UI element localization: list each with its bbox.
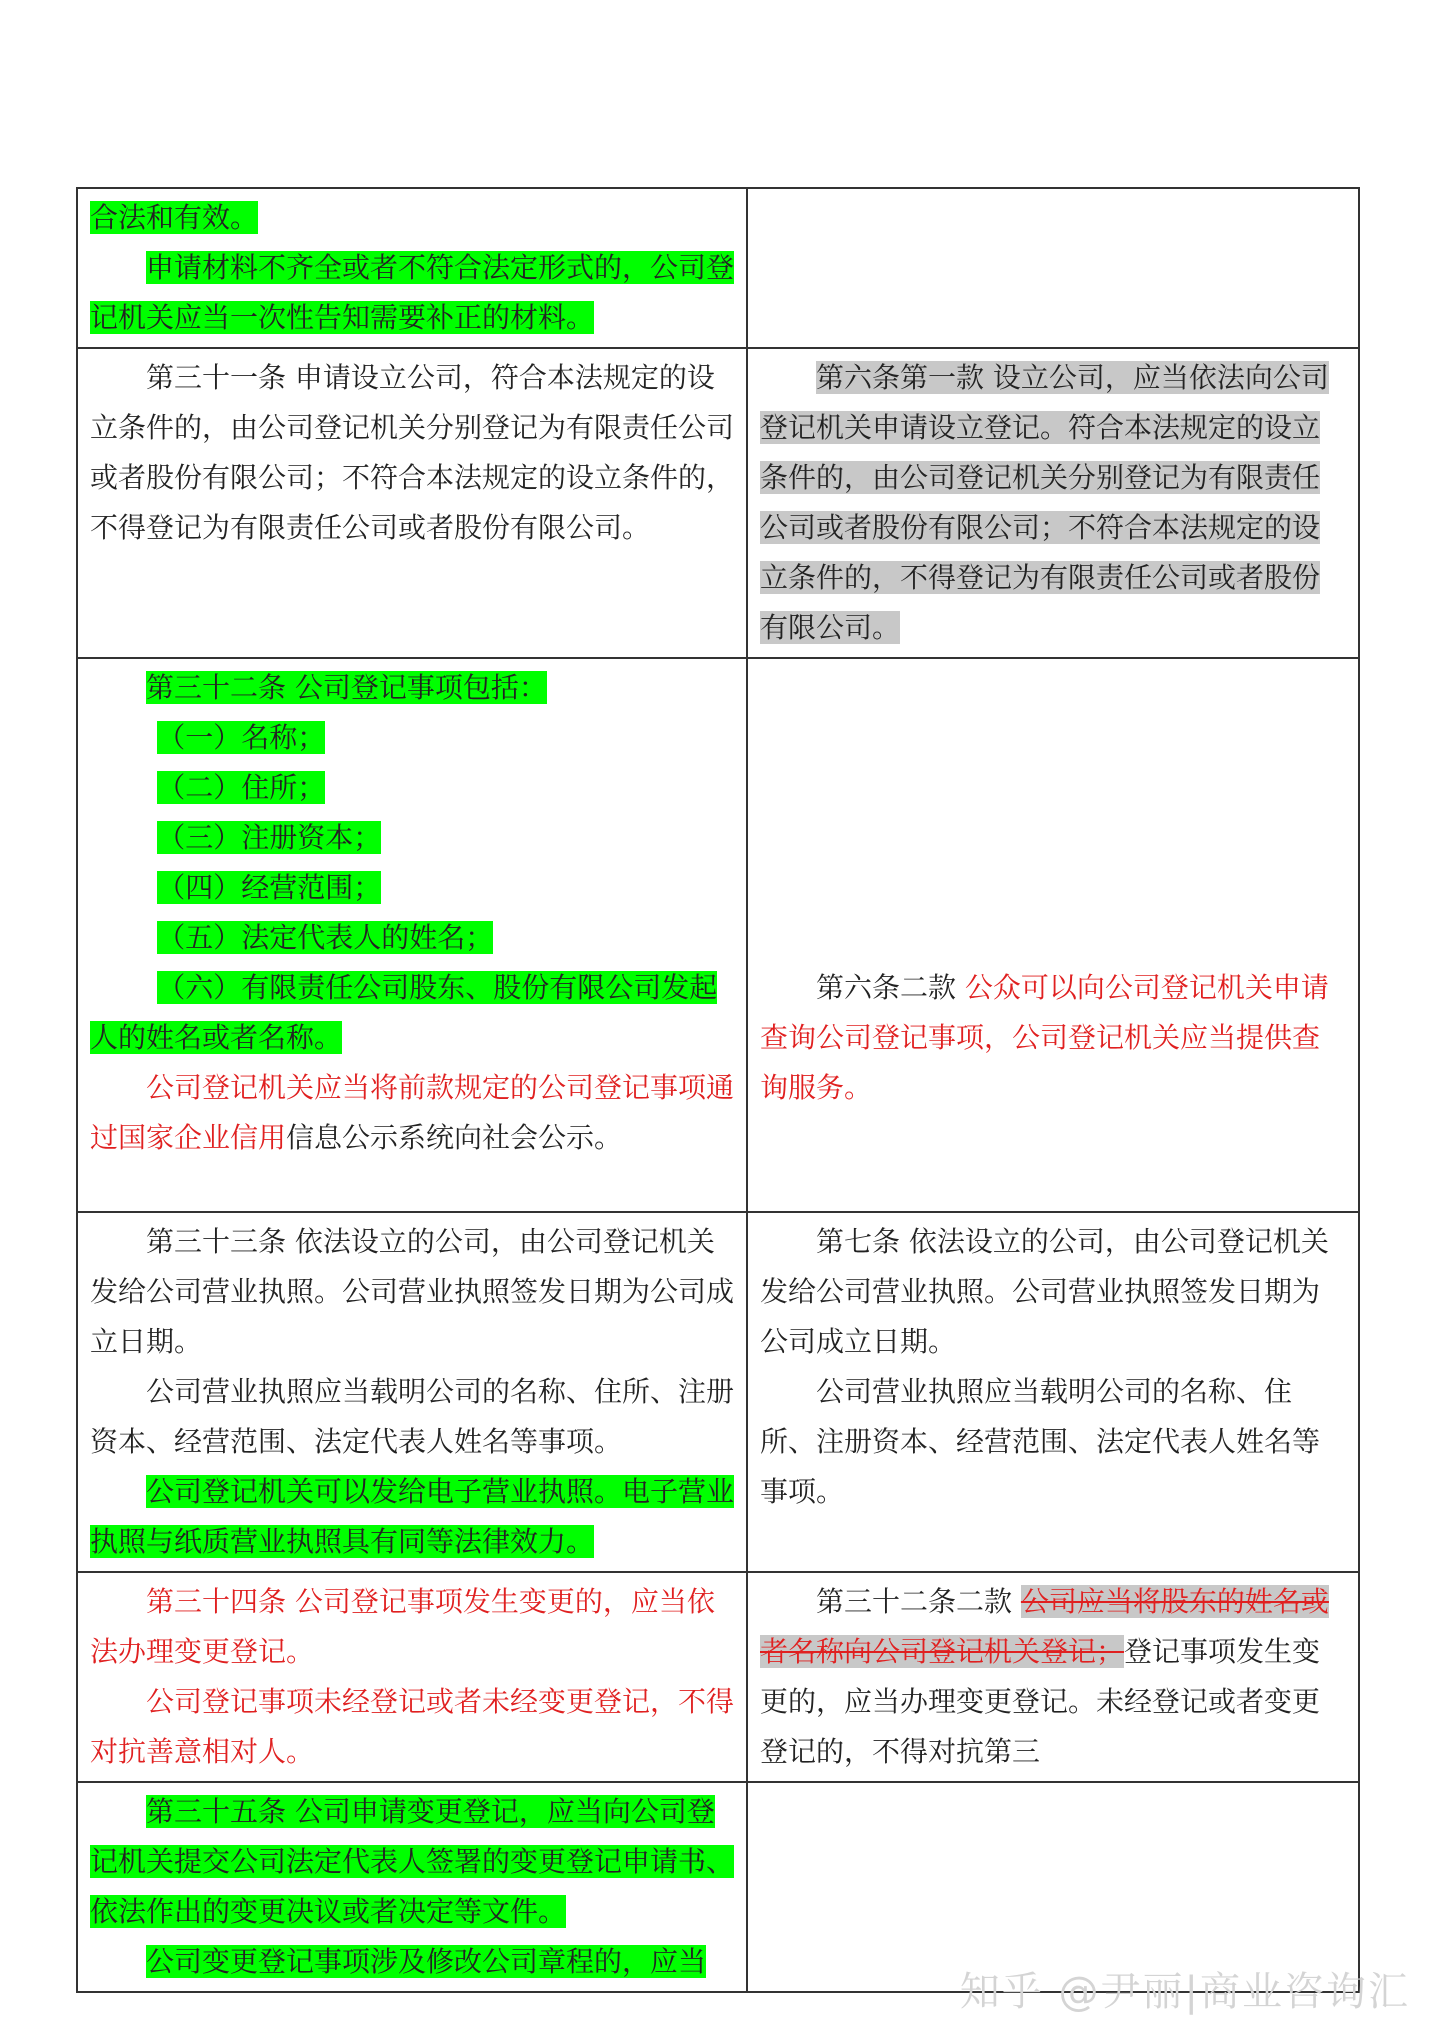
old-law-cell — [747, 348, 1359, 658]
article-paragraph — [760, 1217, 1346, 1367]
article-paragraph — [90, 1677, 734, 1777]
article-paragraph — [90, 1787, 734, 1937]
article-paragraph — [90, 193, 734, 243]
new-law-cell — [77, 348, 747, 658]
article-paragraph — [90, 913, 734, 963]
article-paragraph — [760, 963, 1346, 1113]
text-run: 第六条二款 — [816, 971, 965, 1004]
text-run: 第三十四条 公司登记事项发生变更的，应当依法办理变更登记。 — [90, 1585, 715, 1668]
article-paragraph — [760, 1367, 1346, 1517]
text-run: （一）名称； — [157, 721, 326, 754]
article-paragraph — [90, 1063, 734, 1163]
text-run: 公司变更登记事项涉及修改公司章程的，应当 — [146, 1945, 707, 1978]
article-paragraph — [90, 1937, 734, 1987]
article-paragraph — [90, 663, 734, 713]
text-run: 第三十一条 申请设立公司，符合本法规定的设立条件的，由公司登记机关分别登记为有限责任公司或者股份有限公司；不符合本法规定的设立条件的，不得登记为有限责任公司或者股份有限公司。 — [90, 361, 735, 544]
text-run: 登记事项发生变更的，应当办理变更登记。未经登记或者变更登记的，不得对抗第三 — [760, 1635, 1321, 1768]
text-run: （四）经营范围； — [157, 871, 382, 904]
text-run: 公司登记机关应当将前款规定的公司登记事项通过国家企业信用 — [90, 1071, 735, 1154]
text-run: 公司应当将股东的姓名或者名称向公司登记机关登记； — [760, 1585, 1329, 1668]
text-run: 公司登记机关可以发给电子营业执照。电子营业执照与纸质营业执照具有同等法律效力。 — [90, 1475, 735, 1558]
article-paragraph — [90, 243, 734, 343]
text-run: 公司登记事项未经登记或者未经变更登记，不得对抗善意相对人。 — [90, 1685, 735, 1768]
text-run: 第三十三条 依法设立的公司，由公司登记机关发给公司营业执照。公司营业执照签发日期为公司成立日期。 — [90, 1225, 735, 1358]
text-run: 第三十五条 公司申请变更登记，应当向公司登记机关提交公司法定代表人签署的变更登记申请书、依法作出的变更决议或者决定等文件。 — [90, 1795, 735, 1928]
old-law-cell — [747, 658, 1359, 1212]
watermark: 知乎 @尹丽|商业咨询汇 — [959, 1969, 1410, 2015]
text-run: （二）住所； — [157, 771, 326, 804]
text-run: （六）有限责任公司股东、股份有限公司发起人的姓名或者名称。 — [90, 971, 718, 1054]
table-row — [77, 1572, 1359, 1782]
text-run: 信息公示系统向社会公示。 — [286, 1121, 623, 1154]
text-run: 合法和有效。 — [90, 201, 259, 234]
table-row — [77, 1212, 1359, 1572]
table-row — [77, 188, 1359, 348]
new-law-cell — [77, 188, 747, 348]
article-paragraph — [90, 713, 734, 763]
old-law-cell — [747, 1572, 1359, 1782]
new-law-cell — [77, 1572, 747, 1782]
new-law-cell — [77, 1782, 747, 1992]
text-run: 第三十二条二款 — [816, 1585, 1021, 1618]
text-run: 第七条 依法设立的公司，由公司登记机关发给公司营业执照。公司营业执照签发日期为公司成立日期。 — [760, 1225, 1329, 1358]
article-paragraph — [90, 813, 734, 863]
text-run: （五）法定代表人的姓名； — [157, 921, 494, 954]
article-paragraph — [760, 353, 1346, 653]
text-run: 第三十二条 公司登记事项包括： — [146, 671, 547, 704]
table-row — [77, 348, 1359, 658]
text-run: 公司营业执照应当载明公司的名称、住所、注册资本、经营范围、法定代表人姓名等事项。 — [90, 1375, 735, 1458]
article-paragraph — [90, 763, 734, 813]
table-row — [77, 658, 1359, 1212]
old-law-cell — [747, 188, 1359, 348]
text-run: 申请材料不齐全或者不符合法定形式的，公司登记机关应当一次性告知需要补正的材料。 — [90, 251, 735, 334]
article-paragraph — [90, 863, 734, 913]
new-law-cell — [77, 1212, 747, 1572]
text-run: 公众可以向公司登记机关申请查询公司登记事项，公司登记机关应当提供查询服务。 — [760, 971, 1329, 1104]
article-paragraph — [760, 1577, 1346, 1777]
article-paragraph — [90, 353, 734, 553]
article-paragraph — [90, 1467, 734, 1567]
text-run: （三）注册资本； — [157, 821, 382, 854]
comparison-table — [76, 187, 1360, 1993]
old-law-cell — [747, 1212, 1359, 1572]
article-paragraph — [90, 1367, 734, 1467]
article-paragraph — [90, 1217, 734, 1367]
text-run: 第六条第一款 设立公司，应当依法向公司登记机关申请设立登记。符合本法规定的设立条件的，由公司登记机关分别登记为有限责任公司或者股份有限公司；不符合本法规定的设立条件的，不得登记为有限责任公司或者股份有限公司。 — [760, 361, 1329, 644]
text-run: 公司营业执照应当载明公司的名称、住所、注册资本、经营范围、法定代表人姓名等事项。 — [760, 1375, 1321, 1508]
article-paragraph — [90, 1577, 734, 1677]
new-law-cell — [77, 658, 747, 1212]
article-paragraph — [90, 963, 734, 1063]
